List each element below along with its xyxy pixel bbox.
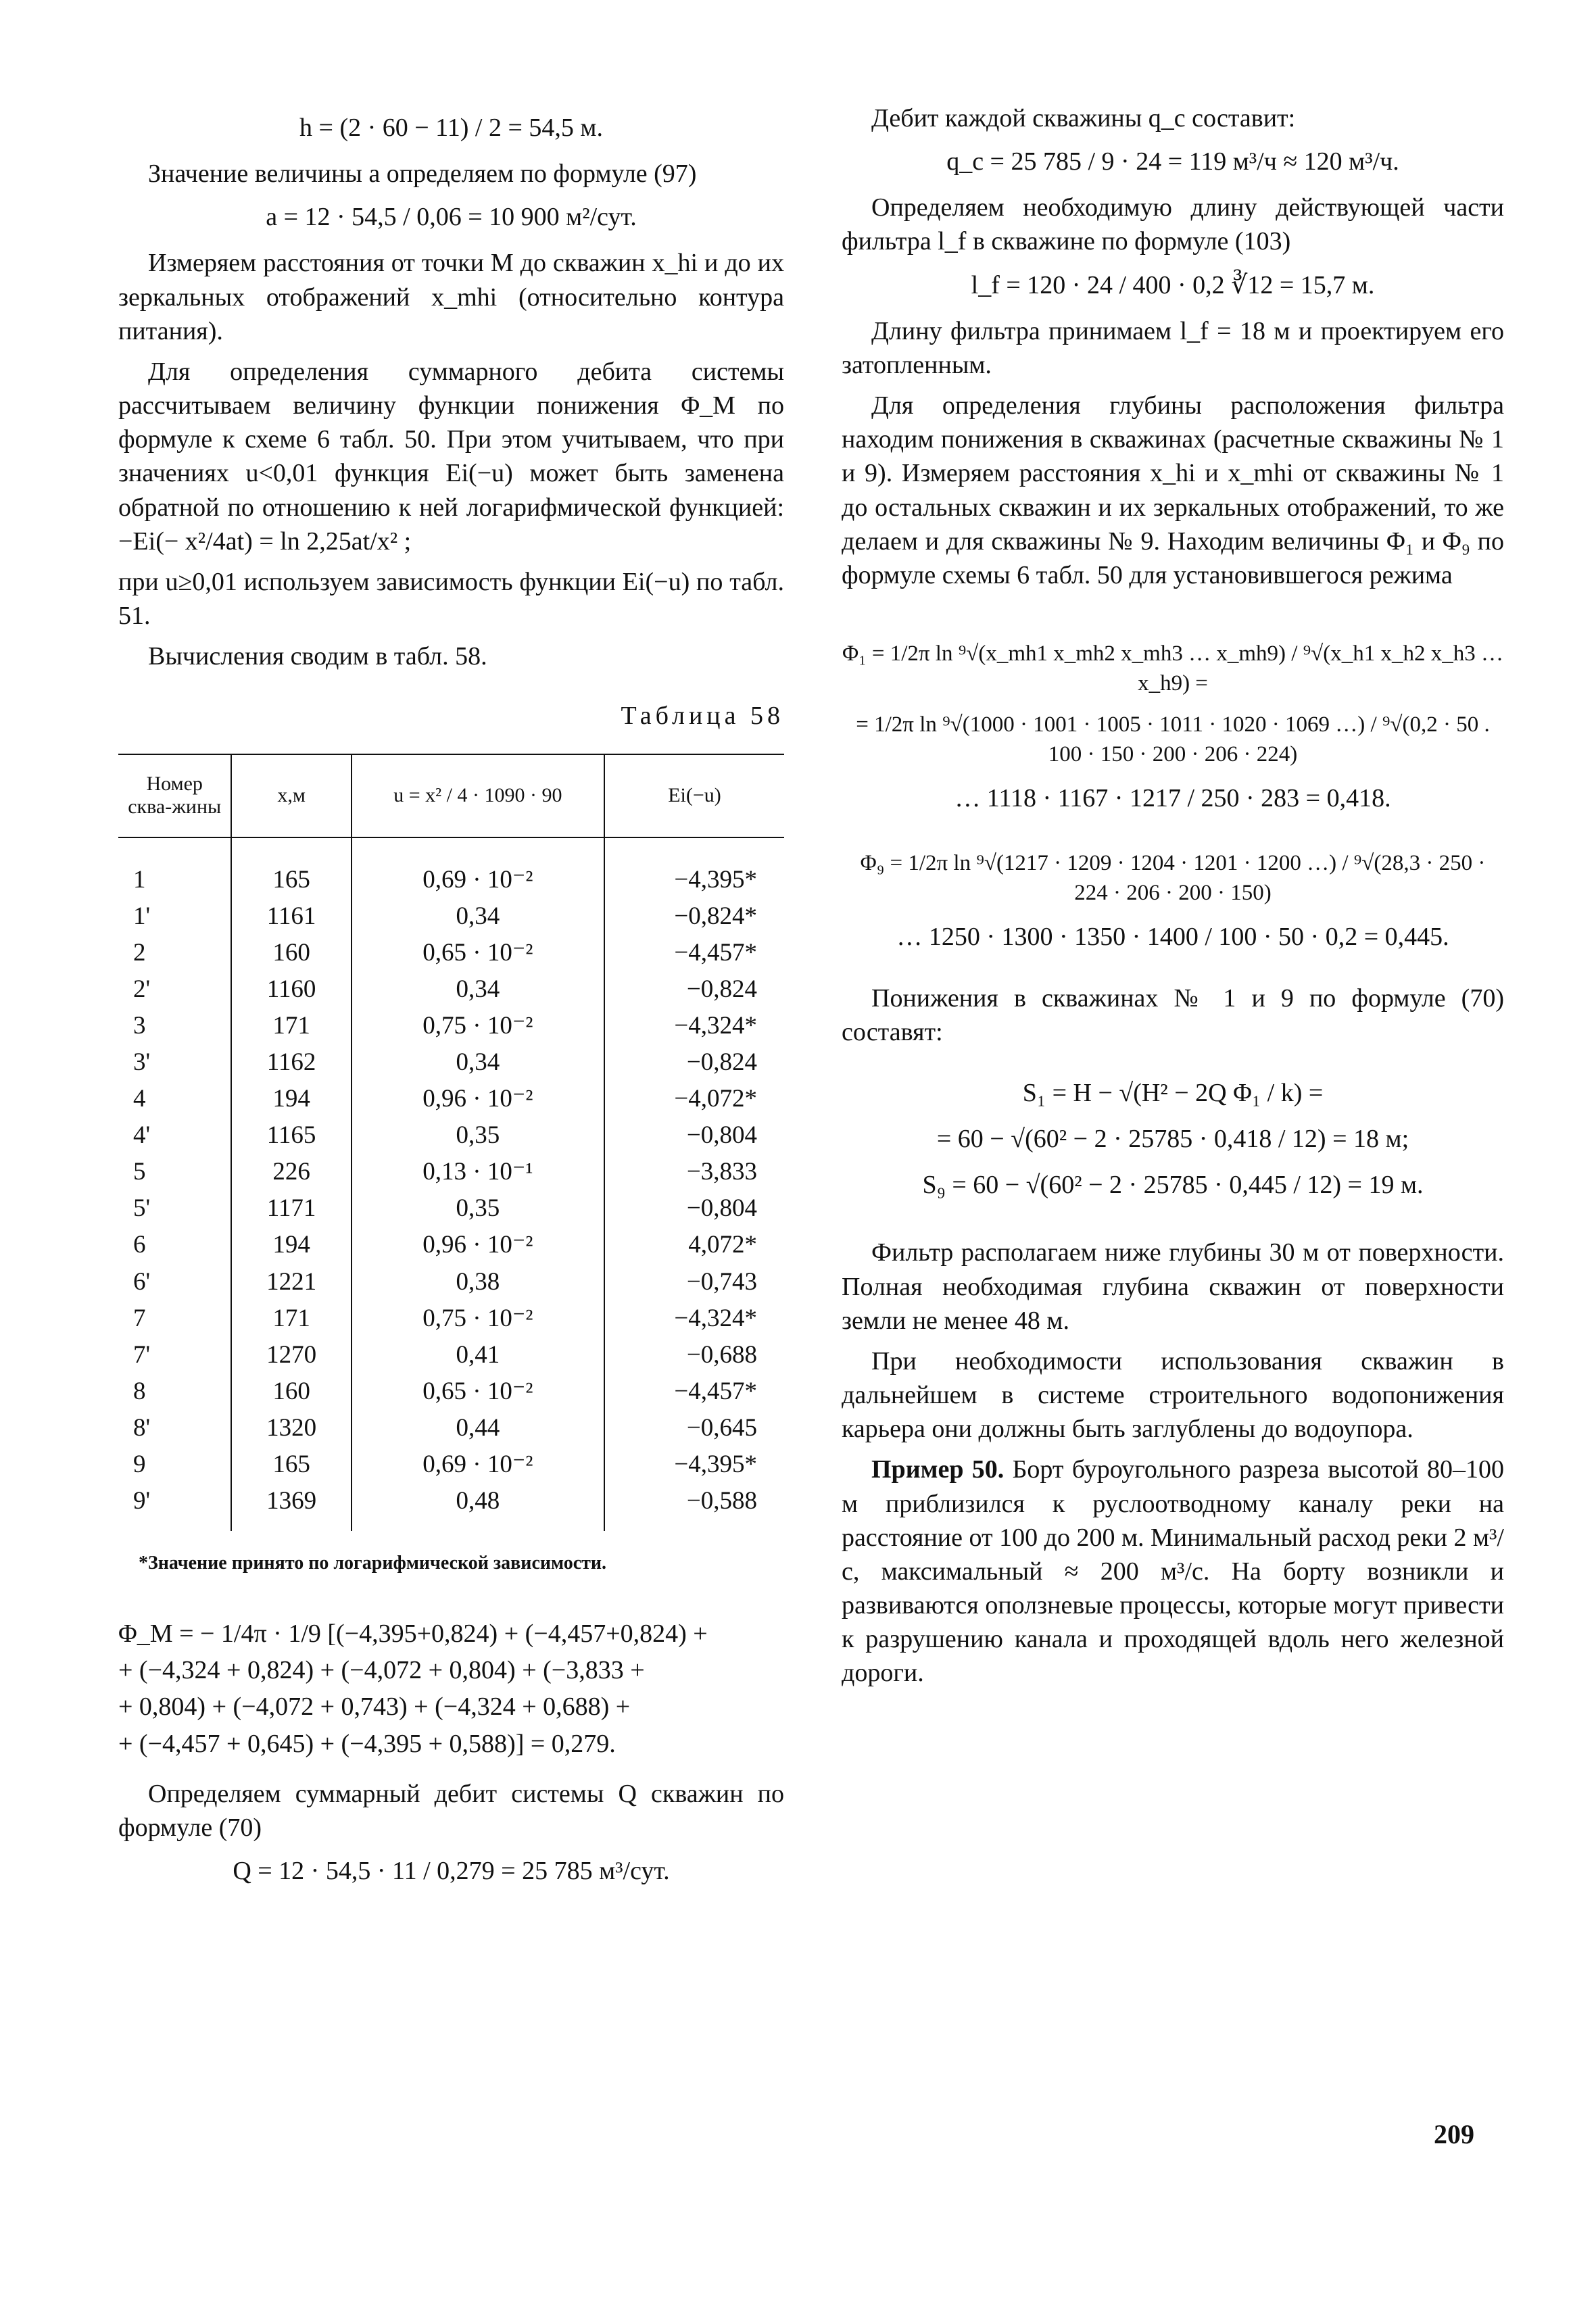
- cell-u: 0,65 · 10⁻²: [352, 1373, 604, 1410]
- cell-u: 0,75 · 10⁻²: [352, 1300, 604, 1337]
- para-measure: Измеряем расстояния от точки M до скважин x_hi и до их зеркальных отображений x_mhi (относительно контура питания).: [118, 249, 784, 345]
- para-q-intro: Определяем суммарный дебит системы Q скважин по формуле (70): [118, 1779, 784, 1842]
- right-column: [842, 101, 1504, 1697]
- cell-u: 0,69 · 10⁻²: [352, 837, 604, 898]
- cell-x: 171: [231, 1008, 351, 1044]
- formula-h: h = (2 · 60 − 11) / 2 = 54,5 м.: [299, 114, 603, 142]
- col-header-ei: Ei(−u): [604, 754, 784, 837]
- table-row: [118, 1190, 784, 1227]
- table-row: [118, 1373, 784, 1410]
- table-row: [118, 935, 784, 971]
- table-row: [118, 1483, 784, 1531]
- cell-well: 6: [133, 1231, 146, 1259]
- cell-u: 0,34: [352, 1044, 604, 1081]
- cell-ei: −4,324*: [604, 1300, 784, 1337]
- example-label: Пример 50.: [871, 1455, 1005, 1484]
- table-row: [118, 1117, 784, 1154]
- para-depth: Для определения глубины расположения фильтра находим понижения в скважинах (расчетные скважины № 1 и 9). Измеряем расстояния x_hi и x_mhi от скважины № 1 до остальных скважин и их зеркальных отображений, то же делаем и для скважины № 9. Находим величины Φ₁ и Φ₉ по формуле схемы 6 табл. 50 для установившегося режима: [842, 391, 1504, 589]
- left-column: [118, 101, 784, 1900]
- col-header-well: Номер сква-жины: [118, 754, 231, 837]
- para-filter: Фильтр располагаем ниже глубины 30 м от поверхности. Полная необходимая глубина скважин от поверхности земли не менее 48 м.: [842, 1238, 1504, 1335]
- cell-u: 0,48: [352, 1483, 604, 1531]
- cell-x: 1369: [231, 1483, 351, 1531]
- cell-well: 8: [133, 1377, 146, 1405]
- cell-ei: −4,324*: [604, 1008, 784, 1044]
- formula-phi1-numeric: = 1/2π ln ⁹√(1000 · 1001 · 1005 · 1011 · 1020 · 1069 …) / ⁹√(0,2 · 50 . 100 · 150 · 200 · 206 · 224): [856, 712, 1490, 766]
- para-u-ge: при u≥0,01 используем зависимость функции Ei(−u) по табл. 51.: [118, 567, 784, 631]
- table-row: [118, 1337, 784, 1373]
- cell-u: 0,41: [352, 1337, 604, 1373]
- cell-well: 8': [133, 1413, 151, 1442]
- cell-u: 0,34: [352, 898, 604, 935]
- cell-well: 5: [133, 1158, 146, 1186]
- formula-q: Q = 12 · 54,5 · 11 / 0,279 = 25 785 м³/сут.: [233, 1857, 670, 1886]
- cell-ei: −0,743: [604, 1264, 784, 1300]
- cell-ei: −4,395*: [604, 1446, 784, 1483]
- para-lf-intro: Определяем необходимую длину действующей части фильтра l_f в скважине по формуле (103): [842, 193, 1504, 256]
- cell-well: 1: [133, 865, 146, 894]
- table-footnote: *Значение принято по логарифмической зависимости.: [139, 1553, 607, 1574]
- col-header-u: u = x² / 4 · 1090 · 90: [352, 754, 604, 837]
- cell-ei: −0,824*: [604, 898, 784, 935]
- example-text: Борт буроугольного разреза высотой 80–100 м приблизился к руслоотводному каналу реки на расстояние от 100 до 200 м. Минимальный расход реки 2 м³/с, максимальный ≈ 200 м³/с. На борту возникли и развиваются оползневые процессы, которые могут привести к разрушению канала и проходящей вдоль него железной дороги.: [842, 1455, 1504, 1688]
- table-title: Таблица 58: [621, 702, 784, 731]
- formula-s9: S₉ = 60 − √(60² − 2 · 25785 · 0,445 / 12) = 19 м.: [922, 1171, 1424, 1200]
- cell-x: 194: [231, 1081, 351, 1117]
- phi-m-line: + 0,804) + (−4,072 + 0,743) + (−4,324 + 0,688) +: [118, 1692, 631, 1722]
- para-future: При необходимости использования скважин в дальнейшем в системе строительного водопонижения карьера они должны быть заглублены до водоупора.: [842, 1346, 1504, 1444]
- table-row: [118, 1410, 784, 1446]
- table-row: [118, 898, 784, 935]
- cell-x: 1161: [231, 898, 351, 935]
- formula-s1-general: S₁ = H − √(H² − 2Q Φ₁ / k) =: [1022, 1078, 1324, 1107]
- cell-x: 1160: [231, 971, 351, 1008]
- cell-ei: −4,395*: [604, 837, 784, 898]
- table-row: [118, 1154, 784, 1190]
- cell-u: 0,38: [352, 1264, 604, 1300]
- cell-u: 0,34: [352, 971, 604, 1008]
- cell-well: 3: [133, 1011, 146, 1040]
- cell-ei: −4,457*: [604, 935, 784, 971]
- table-row: [118, 1008, 784, 1044]
- formula-qc: q_c = 25 785 / 9 · 24 = 119 м³/ч ≈ 120 м³/ч.: [946, 147, 1399, 176]
- cell-u: 0,75 · 10⁻²: [352, 1008, 604, 1044]
- formula-lf: l_f = 120 · 24 / 400 · 0,2 ∛12 = 15,7 м.: [971, 270, 1375, 299]
- table-row: [118, 1044, 784, 1081]
- cell-well: 3': [133, 1048, 151, 1076]
- cell-u: 0,96 · 10⁻²: [352, 1227, 604, 1263]
- cell-ei: 4,072*: [604, 1227, 784, 1263]
- col-header-x: x,м: [231, 754, 351, 837]
- cell-u: 0,35: [352, 1190, 604, 1227]
- para-a-intro: Значение величины a определяем по формуле (97): [148, 160, 697, 189]
- phi-m-line: + (−4,457 + 0,645) + (−4,395 + 0,588)] = 0,279.: [118, 1729, 616, 1758]
- cell-x: 194: [231, 1227, 351, 1263]
- cell-ei: −0,588: [604, 1483, 784, 1531]
- cell-x: 1320: [231, 1410, 351, 1446]
- cell-x: 165: [231, 1446, 351, 1483]
- cell-well: 9: [133, 1451, 146, 1478]
- table-row: [118, 1081, 784, 1117]
- table-row: [118, 1264, 784, 1300]
- table-row: [118, 1300, 784, 1337]
- table-58: [118, 754, 784, 1532]
- cell-well: 5': [133, 1194, 151, 1223]
- cell-well: 7: [133, 1304, 146, 1332]
- cell-x: 1162: [231, 1044, 351, 1081]
- cell-x: 1270: [231, 1337, 351, 1373]
- para-calc: Вычисления сводим в табл. 58.: [148, 642, 487, 671]
- table-header-row: [118, 754, 784, 837]
- table-row: [118, 971, 784, 1008]
- cell-u: 0,65 · 10⁻²: [352, 935, 604, 971]
- cell-well: 1': [133, 902, 151, 930]
- page-number: 209: [1434, 2119, 1474, 2150]
- formula-phi9-numeric: Φ₉ = 1/2π ln ⁹√(1217 · 1209 · 1204 · 1201 · 1200 …) / ⁹√(28,3 · 250 · 224 · 206 · 200 · 150): [860, 851, 1486, 905]
- cell-u: 0,44: [352, 1410, 604, 1446]
- cell-well: 7': [133, 1340, 151, 1369]
- cell-x: 1171: [231, 1190, 351, 1227]
- cell-ei: −4,457*: [604, 1373, 784, 1410]
- formula-phi1-result: … 1118 · 1167 · 1217 / 250 · 283 = 0,418.: [954, 784, 1391, 813]
- cell-ei: −0,804: [604, 1117, 784, 1154]
- cell-x: 160: [231, 1373, 351, 1410]
- cell-ei: −0,688: [604, 1337, 784, 1373]
- phi-m-line: Φ_M = − 1/4π · 1/9 [(−4,395+0,824) + (−4,457+0,824) +: [118, 1619, 708, 1649]
- para-qc-intro: Дебит каждой скважины q_c составит:: [871, 104, 1296, 132]
- cell-well: 2': [133, 975, 151, 1003]
- cell-ei: −0,645: [604, 1410, 784, 1446]
- cell-well: 2: [133, 938, 146, 967]
- cell-ei: −0,824: [604, 971, 784, 1008]
- table-row: [118, 1227, 784, 1263]
- cell-x: 1221: [231, 1264, 351, 1300]
- cell-u: 0,69 · 10⁻²: [352, 1446, 604, 1483]
- para-s-intro: Понижения в скважинах № 1 и 9 по формуле (70) составят:: [842, 983, 1504, 1046]
- cell-x: 171: [231, 1300, 351, 1337]
- cell-ei: −0,804: [604, 1190, 784, 1227]
- cell-x: 160: [231, 935, 351, 971]
- cell-ei: −3,833: [604, 1154, 784, 1190]
- cell-ei: −4,072*: [604, 1081, 784, 1117]
- cell-well: 4: [133, 1085, 146, 1113]
- cell-well: 9': [133, 1487, 151, 1515]
- cell-ei: −0,824: [604, 1044, 784, 1081]
- para-lf-accept: Длину фильтра принимаем l_f = 18 м и проектируем его затопленным.: [842, 316, 1504, 379]
- phi-m-line: + (−4,324 + 0,824) + (−4,072 + 0,804) + (−3,833 +: [118, 1656, 645, 1685]
- cell-u: 0,35: [352, 1117, 604, 1154]
- cell-well: 4': [133, 1121, 151, 1150]
- cell-well: 6': [133, 1267, 151, 1296]
- formula-s1-numeric: = 60 − √(60² − 2 · 25785 · 0,418 / 12) = 18 м;: [936, 1125, 1409, 1154]
- cell-x: 226: [231, 1154, 351, 1190]
- formula-phi1-general: Φ₁ = 1/2π ln ⁹√(x_mh1 x_mh2 x_mh3 … x_mh9) / ⁹√(x_h1 x_h2 x_h3 … x_h9) =: [842, 641, 1504, 696]
- para-example: [842, 1453, 1504, 1690]
- table-row: [118, 837, 784, 898]
- formula-a: a = 12 · 54,5 / 0,06 = 10 900 м²/сут.: [266, 203, 637, 232]
- cell-u: 0,96 · 10⁻²: [352, 1081, 604, 1117]
- table-row: [118, 1446, 784, 1483]
- cell-x: 165: [231, 837, 351, 898]
- para-phi-m: Для определения суммарного дебита системы рассчитываем величину функции понижения Φ_M по формуле к схеме 6 табл. 50. При этом учитываем, что при значениях u<0,01 функция Ei(−u) может быть заменена обратной по отношению к ней логарифмической функцией: −Ei(− x²/4at) = ln 2,25at/x² ;: [118, 357, 784, 556]
- cell-u: 0,13 · 10⁻¹: [352, 1154, 604, 1190]
- cell-x: 1165: [231, 1117, 351, 1154]
- formula-phi9-result: … 1250 · 1300 · 1350 · 1400 / 100 · 50 · 0,2 = 0,445.: [896, 923, 1449, 952]
